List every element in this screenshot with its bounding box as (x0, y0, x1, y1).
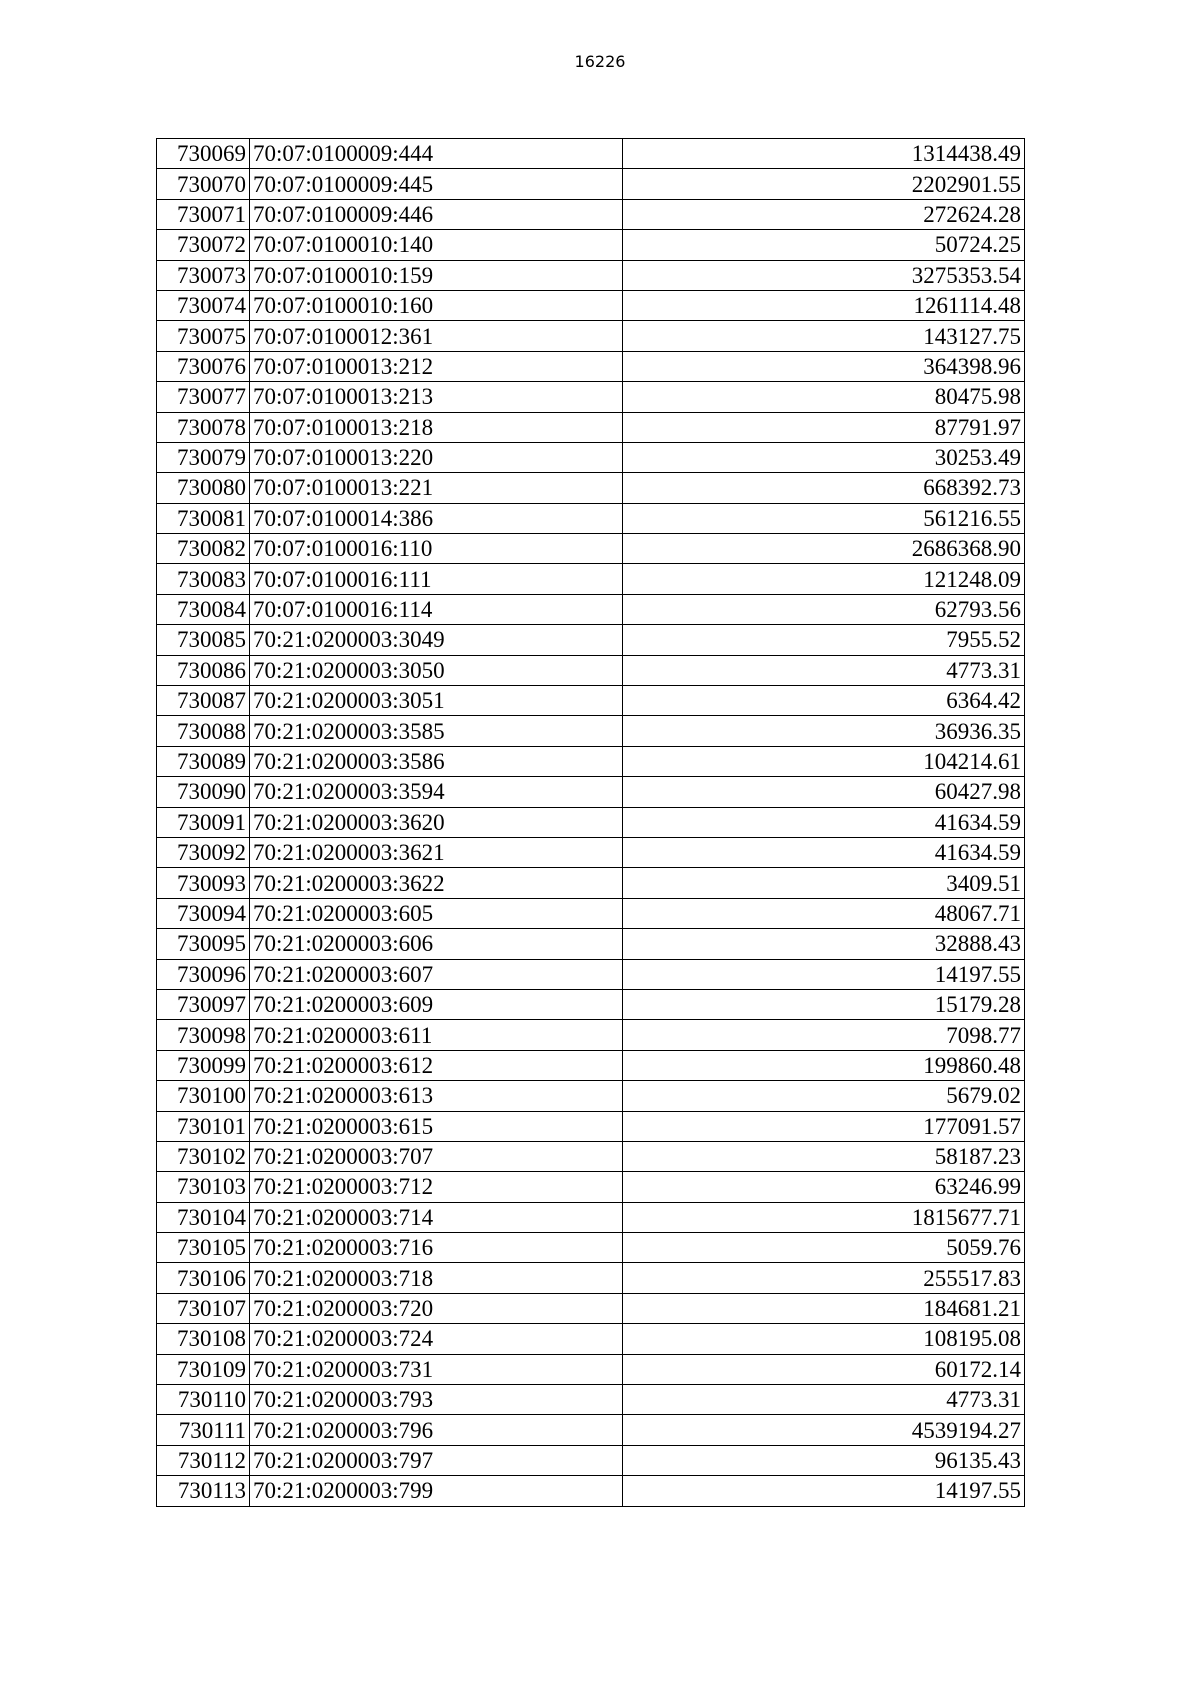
table-row (157, 1202, 1025, 1232)
cadastral-number-cell: 70:07:0100016:114 (250, 594, 623, 624)
cadastral-number-cell: 70:21:0200003:3050 (250, 655, 623, 685)
table-row (157, 1172, 1025, 1202)
table-row (157, 351, 1025, 381)
table-row (157, 382, 1025, 412)
cadastral-number-cell: 70:21:0200003:714 (250, 1202, 623, 1232)
row-id-cell: 730085 (157, 625, 250, 655)
value-cell: 63246.99 (623, 1172, 1025, 1202)
cadastral-number-cell: 70:21:0200003:716 (250, 1233, 623, 1263)
cadastral-number-cell: 70:21:0200003:3622 (250, 868, 623, 898)
value-cell: 5679.02 (623, 1081, 1025, 1111)
cadastral-number-cell: 70:07:0100016:110 (250, 534, 623, 564)
cadastral-number-cell: 70:21:0200003:793 (250, 1385, 623, 1415)
table-row (157, 594, 1025, 624)
row-id-cell: 730083 (157, 564, 250, 594)
value-cell: 36936.35 (623, 716, 1025, 746)
table-row (157, 1020, 1025, 1050)
table-row (157, 746, 1025, 776)
cadastral-number-cell: 70:07:0100009:446 (250, 199, 623, 229)
table-row (157, 139, 1025, 169)
cadastral-number-cell: 70:21:0200003:707 (250, 1141, 623, 1171)
cadastral-number-cell: 70:21:0200003:3621 (250, 837, 623, 867)
cadastral-number-cell: 70:21:0200003:720 (250, 1293, 623, 1323)
row-id-cell: 730071 (157, 199, 250, 229)
value-cell: 30253.49 (623, 442, 1025, 472)
cadastral-number-cell: 70:21:0200003:609 (250, 989, 623, 1019)
value-cell: 41634.59 (623, 807, 1025, 837)
table-row (157, 290, 1025, 320)
value-cell: 143127.75 (623, 321, 1025, 351)
row-id-cell: 730111 (157, 1415, 250, 1445)
table-row (157, 260, 1025, 290)
value-cell: 6364.42 (623, 686, 1025, 716)
cadastral-number-cell: 70:21:0200003:615 (250, 1111, 623, 1141)
table-row (157, 564, 1025, 594)
row-id-cell: 730078 (157, 412, 250, 442)
row-id-cell: 730092 (157, 837, 250, 867)
value-cell: 108195.08 (623, 1324, 1025, 1354)
row-id-cell: 730072 (157, 230, 250, 260)
cadastral-number-cell: 70:07:0100012:361 (250, 321, 623, 351)
table-row (157, 716, 1025, 746)
table-row (157, 777, 1025, 807)
value-cell: 15179.28 (623, 989, 1025, 1019)
table-row (157, 442, 1025, 472)
row-id-cell: 730103 (157, 1172, 250, 1202)
row-id-cell: 730101 (157, 1111, 250, 1141)
table-row (157, 625, 1025, 655)
table-row (157, 1476, 1025, 1506)
table-row (157, 473, 1025, 503)
row-id-cell: 730109 (157, 1354, 250, 1384)
table-row (157, 534, 1025, 564)
row-id-cell: 730098 (157, 1020, 250, 1050)
row-id-cell: 730087 (157, 686, 250, 716)
row-id-cell: 730096 (157, 959, 250, 989)
value-cell: 50724.25 (623, 230, 1025, 260)
cadastral-number-cell: 70:21:0200003:3594 (250, 777, 623, 807)
table-row (157, 929, 1025, 959)
row-id-cell: 730075 (157, 321, 250, 351)
value-cell: 2202901.55 (623, 169, 1025, 199)
row-id-cell: 730113 (157, 1476, 250, 1506)
cadastral-number-cell: 70:07:0100014:386 (250, 503, 623, 533)
table-row (157, 169, 1025, 199)
row-id-cell: 730089 (157, 746, 250, 776)
row-id-cell: 730105 (157, 1233, 250, 1263)
table-row (157, 1081, 1025, 1111)
table-row (157, 1263, 1025, 1293)
cadastral-number-cell: 70:07:0100013:218 (250, 412, 623, 442)
row-id-cell: 730091 (157, 807, 250, 837)
value-cell: 14197.55 (623, 959, 1025, 989)
row-id-cell: 730107 (157, 1293, 250, 1323)
table-row (157, 1141, 1025, 1171)
value-cell: 5059.76 (623, 1233, 1025, 1263)
value-cell: 1314438.49 (623, 139, 1025, 169)
value-cell: 32888.43 (623, 929, 1025, 959)
table-row (157, 868, 1025, 898)
value-cell: 561216.55 (623, 503, 1025, 533)
cadastral-number-cell: 70:21:0200003:612 (250, 1050, 623, 1080)
row-id-cell: 730081 (157, 503, 250, 533)
value-cell: 2686368.90 (623, 534, 1025, 564)
value-cell: 60172.14 (623, 1354, 1025, 1384)
cadastral-number-cell: 70:07:0100013:220 (250, 442, 623, 472)
cadastral-number-cell: 70:07:0100010:159 (250, 260, 623, 290)
value-cell: 364398.96 (623, 351, 1025, 381)
cadastral-number-cell: 70:07:0100016:111 (250, 564, 623, 594)
value-cell: 4539194.27 (623, 1415, 1025, 1445)
row-id-cell: 730104 (157, 1202, 250, 1232)
cadastral-number-cell: 70:21:0200003:3051 (250, 686, 623, 716)
value-cell: 184681.21 (623, 1293, 1025, 1323)
value-cell: 7955.52 (623, 625, 1025, 655)
table-row (157, 1415, 1025, 1445)
cadastral-number-cell: 70:21:0200003:613 (250, 1081, 623, 1111)
table-row (157, 503, 1025, 533)
row-id-cell: 730088 (157, 716, 250, 746)
cadastral-number-cell: 70:07:0100009:445 (250, 169, 623, 199)
row-id-cell: 730099 (157, 1050, 250, 1080)
row-id-cell: 730086 (157, 655, 250, 685)
table-row (157, 1445, 1025, 1475)
row-id-cell: 730079 (157, 442, 250, 472)
table-row (157, 1111, 1025, 1141)
value-cell: 41634.59 (623, 837, 1025, 867)
value-cell: 60427.98 (623, 777, 1025, 807)
row-id-cell: 730110 (157, 1385, 250, 1415)
table-row (157, 1354, 1025, 1384)
row-id-cell: 730069 (157, 139, 250, 169)
value-cell: 4773.31 (623, 655, 1025, 685)
row-id-cell: 730102 (157, 1141, 250, 1171)
table-row (157, 199, 1025, 229)
data-table (156, 138, 1025, 1507)
value-cell: 58187.23 (623, 1141, 1025, 1171)
row-id-cell: 730095 (157, 929, 250, 959)
value-cell: 4773.31 (623, 1385, 1025, 1415)
value-cell: 177091.57 (623, 1111, 1025, 1141)
table-row (157, 898, 1025, 928)
cadastral-number-cell: 70:07:0100010:140 (250, 230, 623, 260)
table-row (157, 1050, 1025, 1080)
table-row (157, 807, 1025, 837)
cadastral-number-cell: 70:21:0200003:718 (250, 1263, 623, 1293)
value-cell: 3275353.54 (623, 260, 1025, 290)
table-row (157, 1293, 1025, 1323)
cadastral-number-cell: 70:07:0100010:160 (250, 290, 623, 320)
value-cell: 80475.98 (623, 382, 1025, 412)
row-id-cell: 730074 (157, 290, 250, 320)
value-cell: 121248.09 (623, 564, 1025, 594)
cadastral-number-cell: 70:21:0200003:3586 (250, 746, 623, 776)
value-cell: 668392.73 (623, 473, 1025, 503)
table-row (157, 321, 1025, 351)
cadastral-number-cell: 70:21:0200003:724 (250, 1324, 623, 1354)
cadastral-number-cell: 70:21:0200003:712 (250, 1172, 623, 1202)
row-id-cell: 730097 (157, 989, 250, 1019)
row-id-cell: 730082 (157, 534, 250, 564)
row-id-cell: 730093 (157, 868, 250, 898)
cadastral-number-cell: 70:21:0200003:797 (250, 1445, 623, 1475)
cadastral-number-cell: 70:21:0200003:611 (250, 1020, 623, 1050)
table-row (157, 1233, 1025, 1263)
row-id-cell: 730076 (157, 351, 250, 381)
cadastral-number-cell: 70:21:0200003:3049 (250, 625, 623, 655)
row-id-cell: 730070 (157, 169, 250, 199)
row-id-cell: 730073 (157, 260, 250, 290)
value-cell: 7098.77 (623, 1020, 1025, 1050)
value-cell: 3409.51 (623, 868, 1025, 898)
row-id-cell: 730077 (157, 382, 250, 412)
cadastral-number-cell: 70:21:0200003:607 (250, 959, 623, 989)
row-id-cell: 730084 (157, 594, 250, 624)
table-row (157, 1324, 1025, 1354)
table-row (157, 230, 1025, 260)
cadastral-number-cell: 70:07:0100009:444 (250, 139, 623, 169)
value-cell: 87791.97 (623, 412, 1025, 442)
value-cell: 14197.55 (623, 1476, 1025, 1506)
cadastral-number-cell: 70:21:0200003:605 (250, 898, 623, 928)
value-cell: 272624.28 (623, 199, 1025, 229)
table-row (157, 959, 1025, 989)
table-row (157, 412, 1025, 442)
cadastral-number-cell: 70:07:0100013:212 (250, 351, 623, 381)
page-number: 16226 (574, 52, 626, 71)
value-cell: 104214.61 (623, 746, 1025, 776)
cadastral-number-cell: 70:21:0200003:3585 (250, 716, 623, 746)
cadastral-number-cell: 70:21:0200003:731 (250, 1354, 623, 1384)
row-id-cell: 730100 (157, 1081, 250, 1111)
table-body (157, 139, 1025, 1507)
value-cell: 1261114.48 (623, 290, 1025, 320)
row-id-cell: 730080 (157, 473, 250, 503)
table-row (157, 655, 1025, 685)
table-row (157, 989, 1025, 1019)
cadastral-number-cell: 70:21:0200003:606 (250, 929, 623, 959)
value-cell: 62793.56 (623, 594, 1025, 624)
value-cell: 255517.83 (623, 1263, 1025, 1293)
row-id-cell: 730108 (157, 1324, 250, 1354)
cadastral-number-cell: 70:07:0100013:221 (250, 473, 623, 503)
cadastral-number-cell: 70:21:0200003:3620 (250, 807, 623, 837)
cadastral-number-cell: 70:07:0100013:213 (250, 382, 623, 412)
row-id-cell: 730106 (157, 1263, 250, 1293)
row-id-cell: 730090 (157, 777, 250, 807)
cadastral-number-cell: 70:21:0200003:799 (250, 1476, 623, 1506)
row-id-cell: 730112 (157, 1445, 250, 1475)
table-row (157, 837, 1025, 867)
cadastral-number-cell: 70:21:0200003:796 (250, 1415, 623, 1445)
table-row (157, 686, 1025, 716)
value-cell: 48067.71 (623, 898, 1025, 928)
value-cell: 199860.48 (623, 1050, 1025, 1080)
table-row (157, 1385, 1025, 1415)
row-id-cell: 730094 (157, 898, 250, 928)
value-cell: 1815677.71 (623, 1202, 1025, 1232)
value-cell: 96135.43 (623, 1445, 1025, 1475)
